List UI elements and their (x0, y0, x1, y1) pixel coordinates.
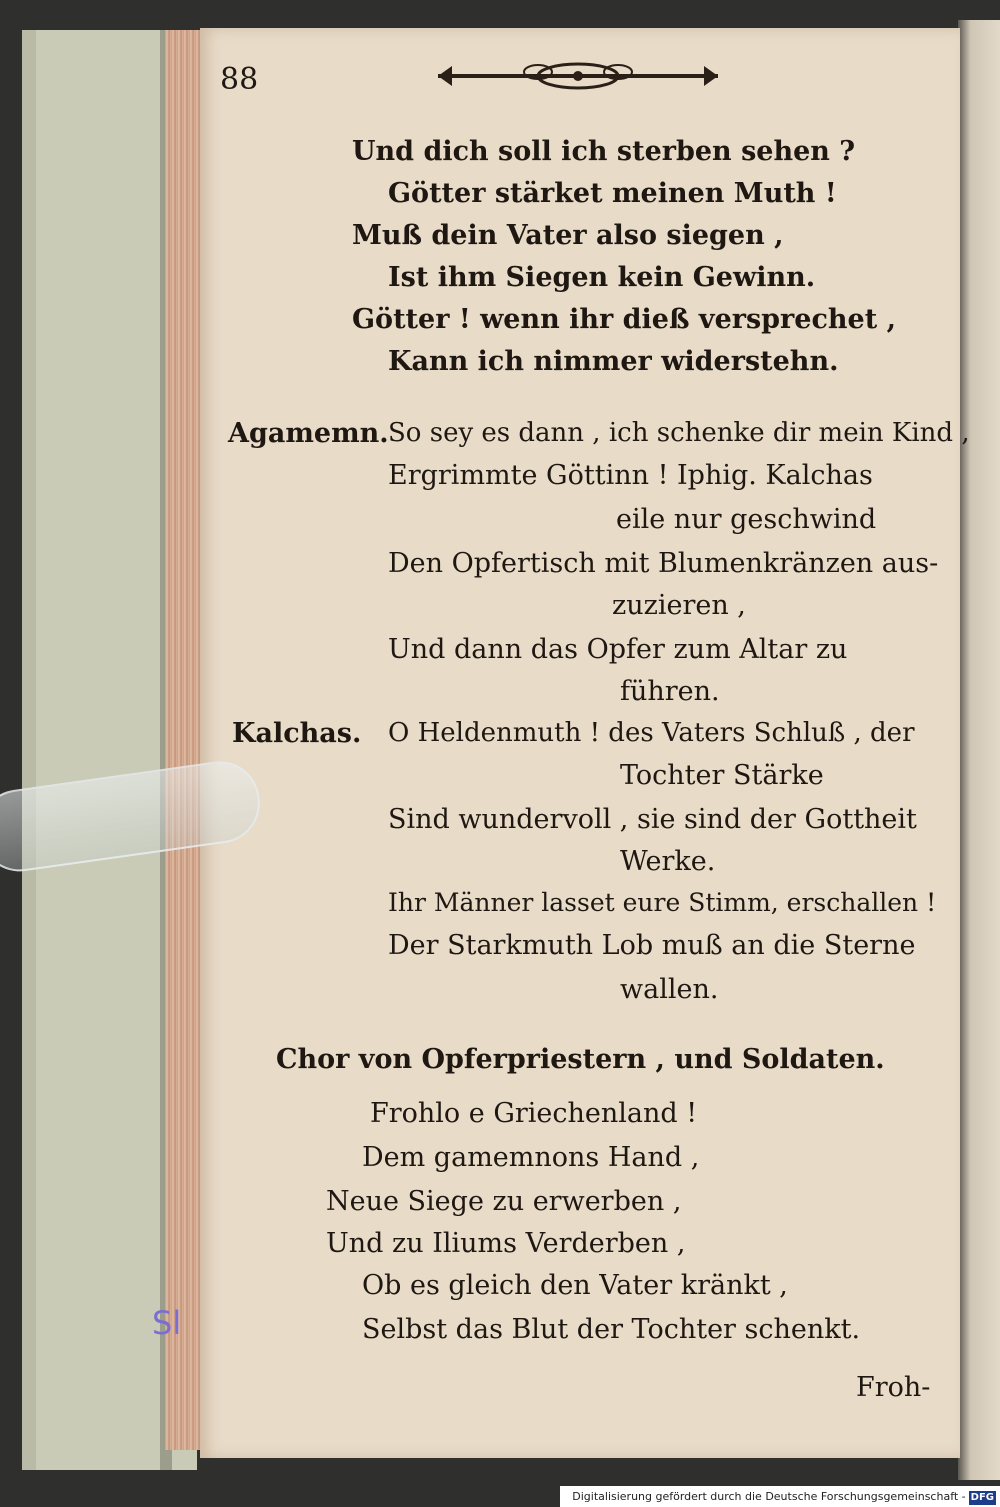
dialogue-line: So sey es dann , ich schenke dir mein Kind , (388, 418, 970, 448)
ornament-divider (428, 56, 728, 96)
digitization-footer (560, 1486, 1000, 1507)
chorus-line: Neue Siege zu erwerben , (326, 1186, 682, 1217)
verse-line: Kann ich nimmer widerstehn. (388, 346, 839, 377)
dialogue-line: O Heldenmuth ! des Vaters Schluß , der (388, 718, 915, 748)
verse-line: Muß dein Vater also siegen , (352, 220, 784, 251)
library-stamp: Sl (152, 1304, 182, 1342)
chorus-line: Selbst das Blut der Tochter schenkt. (362, 1314, 861, 1345)
chorus-line: Und zu Iliums Verderben , (326, 1228, 686, 1259)
dialogue-line: zuzieren , (612, 590, 746, 621)
dialogue-line: Der Starkmuth Lob muß an die Sterne (388, 930, 916, 961)
dialogue-line: Ihr Männer lasset eure Stimm, erschallen ! (388, 888, 937, 917)
speaker-name: Agamemn. (228, 418, 389, 449)
verse-line: Götter ! wenn ihr dieß versprechet , (352, 304, 896, 335)
verse-line: Ist ihm Siegen kein Gewinn. (388, 262, 816, 293)
dialogue-line: führen. (620, 676, 720, 707)
chorus-line: Frohlo e Griechenland ! (370, 1098, 698, 1129)
dialogue-line: Sind wundervoll , sie sind der Gottheit (388, 804, 917, 835)
chorus-line: Ob es gleich den Vater kränkt , (362, 1270, 788, 1301)
dialogue-line: Ergrimmte Göttinn ! Iphig. Kalchas (388, 460, 873, 491)
verse-line: Und dich soll ich sterben sehen ? (352, 136, 856, 167)
page-number: 88 (220, 62, 259, 97)
chorus-line: Dem gamemnons Hand , (362, 1142, 700, 1173)
dialogue-line: Tochter Stärke (620, 760, 824, 791)
dialogue-line: wallen. (620, 974, 719, 1005)
footer-text: Digitalisierung gefördert durch die Deutsche Forschungsgemeinschaft - (572, 1490, 966, 1503)
catchword: Froh- (856, 1372, 931, 1403)
chorus-heading: Chor von Opferpriestern , und Soldaten. (276, 1044, 885, 1075)
speaker-name: Kalchas. (232, 718, 362, 749)
dialogue-line: Und dann das Opfer zum Altar zu (388, 634, 848, 665)
dialogue-line: eile nur geschwind (616, 504, 877, 535)
dialogue-line: Den Opfertisch mit Blumenkränzen aus- (388, 548, 939, 579)
verse-line: Götter stärket meinen Muth ! (388, 178, 837, 209)
dialogue-line: Werke. (620, 846, 716, 877)
dfg-logo: DFG (970, 1492, 994, 1503)
facing-page-edge (958, 20, 1000, 1480)
